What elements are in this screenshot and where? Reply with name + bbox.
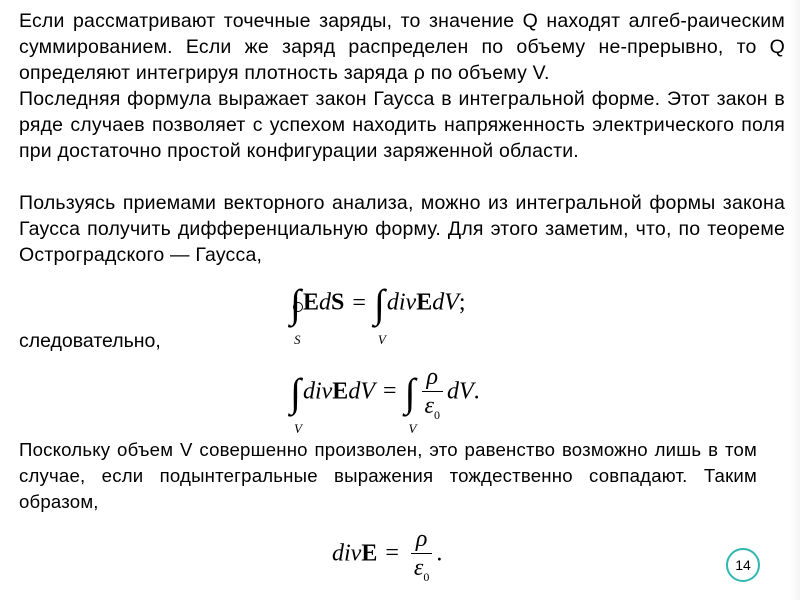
fraction-rho-epsilon: $\frac{\rho}{\varepsilon_0}$ — [422, 365, 443, 421]
paragraph-conclusion: Поскольку объем V совершенно произволен, это равенство возможно лишь в том случае, если подынтегральные выражения тождественно совпадают. Таким образом, — [19, 439, 757, 512]
formula-integrals-equal: ∫ V divEdV = ∫ V $\frac{\rho}{\varepsilon_0}$ dV. — [290, 364, 480, 436]
integral-symbol: ∫ V — [373, 281, 386, 347]
page-number-badge: 14 — [726, 548, 760, 582]
paragraph-gauss-integral-form: Последняя формула выражает закон Гаусса в интегральной форме. Этот закон в ряде случаев позволяет с успехом находить напряженность электрического поля при достаточно простой конфигурации заряженной области. — [19, 88, 785, 162]
integral-symbol: ∫ V — [290, 369, 302, 436]
contour-integral-symbol: ∫ S — [290, 284, 301, 324]
integral-symbol: ∫ V — [404, 369, 417, 436]
paragraph-point-charges: Если рассматривают точечные заряды, то значение Q находят алгеб-раическим суммированием. Если же заряд распределен по объему не-прерывно, то Q определяют интегрируя плотность заряда ρ по объему V. — [19, 10, 785, 84]
formula-ostrogradsky-gauss: ∫ S EdS = ∫ V divEdV; — [290, 281, 466, 347]
right-edge-strip — [790, 0, 800, 600]
connector-word: следовательно, — [19, 330, 161, 352]
formula-gauss-differential: divE = $\frac{\rho}{\varepsilon_0}$ . — [332, 526, 443, 584]
fraction-rho-epsilon: $\frac{\rho}{\varepsilon_0}$ — [411, 527, 432, 583]
paragraph-vector-analysis: Пользуясь приемами векторного анализа, можно из интегральной формы закона Гаусса получить дифференциальную форму. Для этого заметим, что, по теореме Остроградского — Гаусса, — [19, 192, 785, 266]
